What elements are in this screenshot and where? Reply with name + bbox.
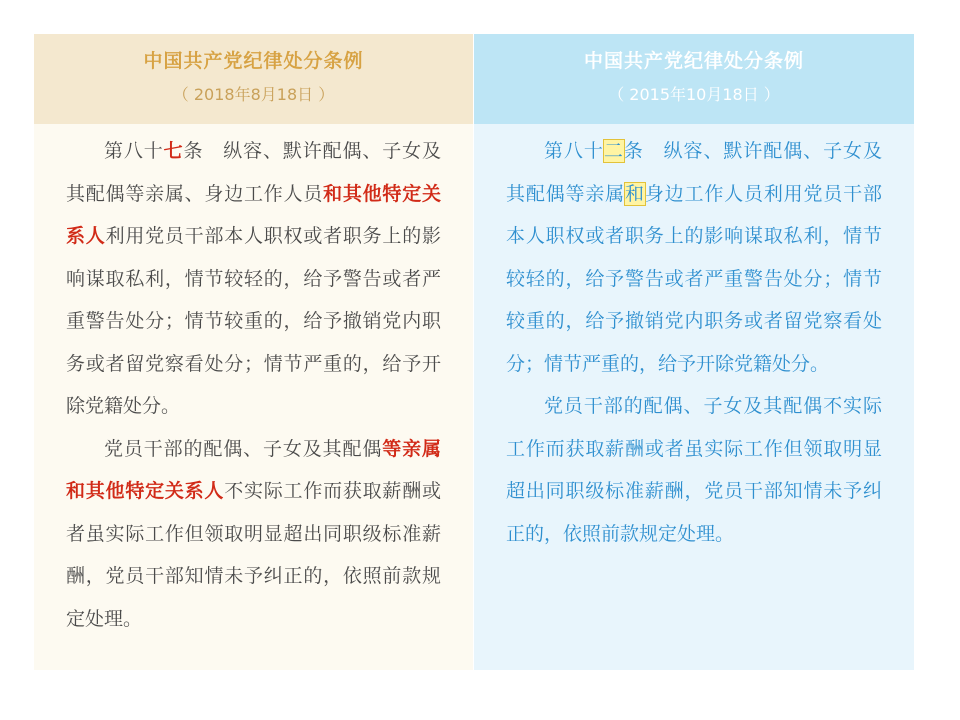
added-phrase-highlight: 等亲属和其他特定关系人 xyxy=(66,437,441,502)
column-title: 中国共产党纪律处分条例 xyxy=(583,50,804,72)
column-header-2015 xyxy=(474,34,914,124)
regulation-2015-column xyxy=(474,34,914,670)
column-title: 中国共产党纪律处分条例 xyxy=(143,50,364,72)
removed-word-highlight: 和 xyxy=(625,182,645,205)
article-paragraph: 党员干部的配偶、子女及其配偶不实际工作而获取薪酬或者虽实际工作但领取明显超出同职级标准薪酬，党员干部知情未予纠正的，依照前款规定处理。 xyxy=(506,395,882,545)
column-date: （ 2018年8月18日 ） xyxy=(172,85,335,104)
article-paragraph xyxy=(66,428,441,641)
text-run: 第八十 xyxy=(544,140,604,162)
text-run: 条 纵容、默许配偶、子女及其配偶等亲属、身边工作人员 xyxy=(66,140,441,205)
changed-number-highlight: 七 xyxy=(163,140,184,162)
text-run: 第八十 xyxy=(104,140,164,162)
text-run: 不实际工作而获取薪酬或者虽实际工作但领取明显超出同职级标准薪酬，党员干部知情未予纠正的，依照前款规定处理。 xyxy=(66,480,441,630)
article-paragraph xyxy=(506,130,882,385)
column-date: （ 2015年10月18日 ） xyxy=(608,85,780,104)
column-body xyxy=(34,124,473,640)
regulation-2018-column xyxy=(34,34,473,670)
added-phrase-highlight: 和其他特定关系人 xyxy=(66,182,441,247)
article-paragraph xyxy=(66,130,441,428)
changed-number-highlight: 二 xyxy=(603,140,624,162)
text-run: 身边工作人员利用党员干部本人职权或者职务上的影响谋取私利，情节较轻的，给予警告或者严重警告处分；情节较重的，给予撤销党内职务或者留党察看处分；情节严重的，给予开除党籍处分。 xyxy=(506,182,882,375)
text-run: 利用党员干部本人职权或者职务上的影响谋取私利，情节较轻的，给予警告或者严重警告处分；情节较重的，给予撤销党内职务或者留党察看处分；情节严重的，给予开除党籍处分。 xyxy=(66,225,441,417)
text-run: 条 纵容、默许配偶、子女及其配偶等亲属 xyxy=(506,140,882,205)
column-header-2018 xyxy=(34,34,473,124)
text-run: 党员干部的配偶、子女及其配偶 xyxy=(104,437,383,460)
column-body xyxy=(474,124,914,555)
